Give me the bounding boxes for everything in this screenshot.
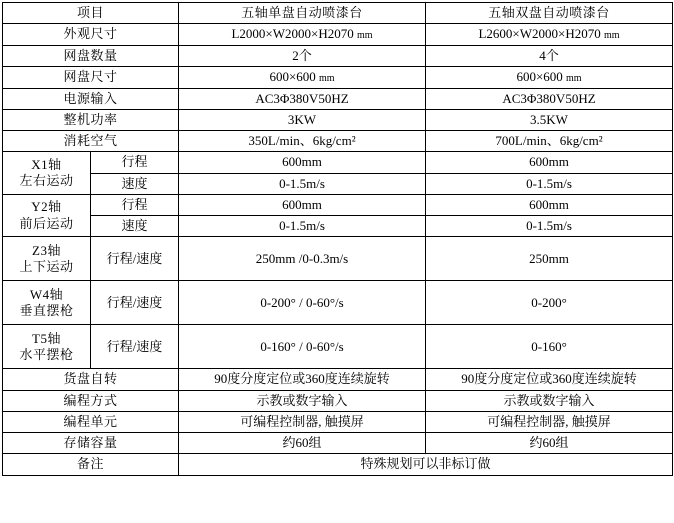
value-unit: mm: [603, 30, 620, 42]
row-value-1: 0-160° / 0-60°/s: [179, 325, 426, 369]
row-label: 网盘数量: [3, 45, 179, 66]
row-label: 网盘尺寸: [3, 67, 179, 89]
table-row: [3, 152, 673, 173]
row-label: 整机功率: [3, 109, 179, 130]
row-value-1: 350L/min、6kg/cm²: [179, 131, 426, 152]
row-value-1: AC3Φ380V50HZ: [179, 88, 426, 109]
row-label-axis-y2: [3, 194, 91, 237]
axis-motion: 垂直摆枪: [19, 302, 74, 318]
row-value-1: 3KW: [179, 109, 426, 130]
row-value-2: 4个: [426, 45, 673, 66]
table-row: [3, 390, 673, 411]
row-value-2: [426, 24, 673, 46]
row-value-2: 可编程控制器, 触摸屏: [426, 411, 673, 432]
table-row: [3, 24, 673, 46]
row-value-1: 600mm: [179, 152, 426, 173]
table-row: [3, 88, 673, 109]
row-label: 备注: [3, 454, 179, 475]
value-text: L2600×W2000×H2070: [478, 26, 601, 42]
row-value-2: [426, 67, 673, 89]
axis-motion: 左右运动: [19, 173, 74, 188]
value-text: 600×600: [516, 69, 563, 84]
row-sublabel: 行程/速度: [91, 237, 179, 281]
row-value-1: 0-1.5m/s: [179, 173, 426, 194]
row-value-2: AC3Φ380V50HZ: [426, 88, 673, 109]
row-value-1: 0-1.5m/s: [179, 216, 426, 237]
row-label-axis-x1: [3, 152, 91, 195]
table-row: [3, 433, 673, 454]
row-value-2: 90度分度定位或360度连续旋转: [426, 369, 673, 390]
row-value-1: 2个: [179, 45, 426, 66]
axis-name: X1轴: [31, 156, 62, 172]
note-text: 特殊规划可以非标订做: [360, 456, 491, 472]
axis-name: Z3轴: [32, 242, 61, 258]
header-item: 项目: [3, 3, 179, 24]
row-label: 编程单元: [3, 411, 179, 432]
value-text: L2000×W2000×H2070: [231, 26, 354, 42]
row-value-2: 600mm: [426, 194, 673, 215]
row-label: 货盘自转: [3, 369, 179, 390]
row-value-1: 90度分度定位或360度连续旋转: [179, 369, 426, 390]
table-header-row: [3, 3, 673, 24]
row-label: 编程方式: [3, 390, 179, 411]
row-value-2: 0-160°: [426, 325, 673, 369]
row-value-2: 700L/min、6kg/cm²: [426, 131, 673, 152]
axis-motion: 前后运动: [19, 215, 74, 231]
axis-name: Y2轴: [31, 199, 62, 215]
row-label: 消耗空气: [3, 131, 179, 152]
row-sublabel: 速度: [91, 216, 179, 237]
axis-motion: 水平摆枪: [19, 346, 74, 362]
row-label: 电源输入: [3, 88, 179, 109]
table-row: [3, 454, 673, 475]
axis-name: W4轴: [29, 286, 64, 302]
table-row: [3, 411, 673, 432]
row-label: 外观尺寸: [3, 24, 179, 46]
table-row: [3, 369, 673, 390]
table-row: [3, 173, 673, 194]
specification-table: [2, 2, 673, 476]
row-value-1: [179, 67, 426, 89]
row-value-1: 约60组: [179, 433, 426, 454]
table-row: [3, 216, 673, 237]
header-model-1: 五轴单盘自动喷漆台: [179, 3, 426, 24]
row-value-1: 600mm: [179, 194, 426, 215]
table-row: [3, 131, 673, 152]
row-value-2: 约60组: [426, 433, 673, 454]
table-row: [3, 45, 673, 66]
row-value-1: [179, 24, 426, 46]
row-value-1: 0-200° / 0-60°/s: [179, 281, 426, 325]
row-sublabel: 行程/速度: [91, 281, 179, 325]
row-value-1: 250mm /0-0.3m/s: [179, 237, 426, 281]
row-value-2: 250mm: [426, 237, 673, 281]
row-value-2: 3.5KW: [426, 109, 673, 130]
header-model-2: 五轴双盘自动喷漆台: [426, 3, 673, 24]
axis-motion: 上下运动: [19, 258, 74, 274]
row-value-2: 0-200°: [426, 281, 673, 325]
row-value-2: 600mm: [426, 152, 673, 173]
row-value-2: 示教或数字输入: [426, 390, 673, 411]
row-sublabel: 行程/速度: [91, 325, 179, 369]
row-value-1: 示教或数字输入: [179, 390, 426, 411]
row-sublabel: 速度: [91, 173, 179, 194]
row-value-2: 0-1.5m/s: [426, 173, 673, 194]
value-unit: mm: [319, 73, 335, 84]
row-sublabel: 行程: [91, 194, 179, 215]
value-unit: mm: [566, 73, 582, 84]
row-label-axis-t5: [3, 325, 91, 369]
table-row: [3, 325, 673, 369]
table-row: [3, 237, 673, 281]
table-row: [3, 194, 673, 215]
row-label: 存储容量: [3, 433, 179, 454]
row-label-axis-z3: [3, 237, 91, 281]
row-value-1: 可编程控制器, 触摸屏: [179, 411, 426, 432]
table-row: [3, 109, 673, 130]
value-unit: mm: [356, 30, 373, 42]
row-value-2: 0-1.5m/s: [426, 216, 673, 237]
row-label-axis-w4: [3, 281, 91, 325]
table-row: [3, 281, 673, 325]
table-row: [3, 67, 673, 89]
value-text: 600×600: [269, 69, 316, 84]
row-sublabel: 行程: [91, 152, 179, 173]
axis-name: T5轴: [32, 330, 61, 346]
row-value-note: [179, 454, 673, 475]
